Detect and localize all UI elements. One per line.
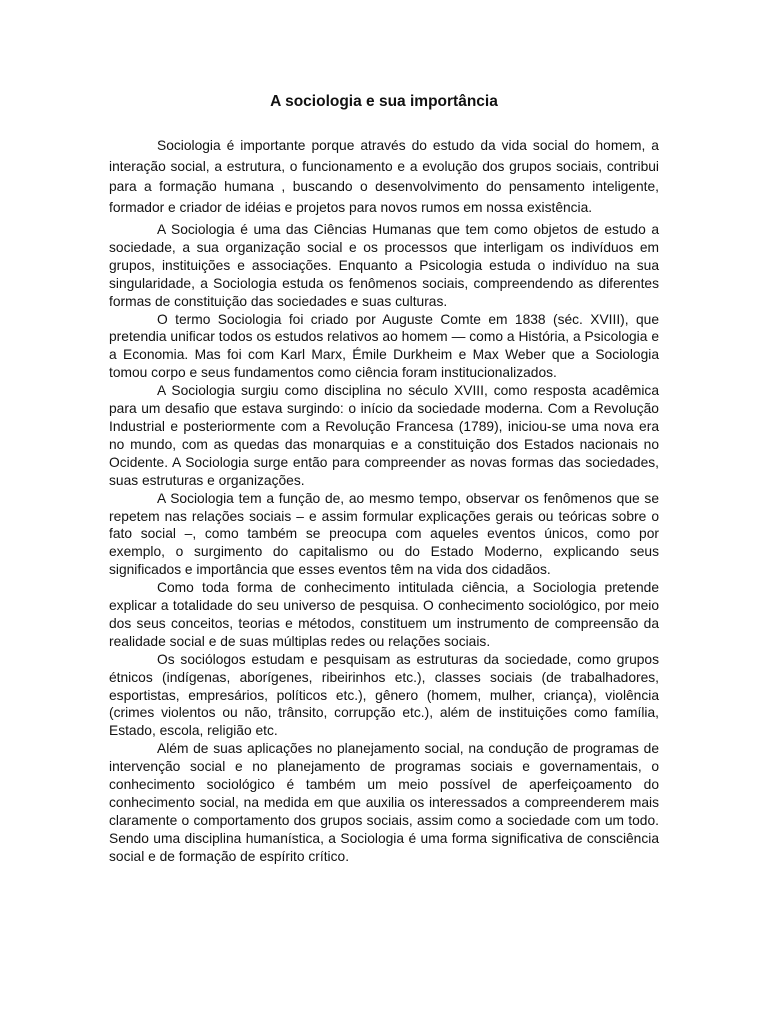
paragraph-3: O termo Sociologia foi criado por Auguste Comte em 1838 (séc. XVIII), que pretendia unificar todos os estudos relativos ao homem — como a História, a Psicologia e a Economia. Mas foi com Karl Marx, Émile Durkheim e Max Weber que a Sociologia tomou corpo e seus fundamentos como ciência foram institucionalizados. [109, 311, 659, 381]
document-page [109, 92, 659, 866]
paragraph-4: A Sociologia surgiu como disciplina no século XVIII, como resposta acadêmica para um desafio que estava surgindo: o início da sociedade moderna. Com a Revolução Industrial e posteriormente com a Revolução Francesa (1789), iniciou-se uma nova era no mundo, com as quedas das monarquias e a constituição dos Estados nacionais no Ocidente. A Sociologia surge então para compreender as novas formas das sociedades, suas estruturas e organizações. [109, 383, 659, 488]
paragraph-6: Como toda forma de conhecimento intitulada ciência, a Sociologia pretende explicar a totalidade do seu universo de pesquisa. O conhecimento sociológico, por meio dos seus conceitos, teorias e métodos, constituem um instrumento de compreensão da realidade social e de suas múltiplas redes ou relações sociais. [109, 580, 659, 649]
paragraph-5: A Sociologia tem a função de, ao mesmo tempo, observar os fenômenos que se repetem nas relações sociais – e assim formular explicações gerais ou teóricas sobre o fato social –, como também se preocupa com aqueles eventos únicos, como por exemplo, o surgimento do capitalismo ou do Estado Moderno, explicando seus significados e importância que esses eventos têm na vida dos cidadãos. [109, 490, 659, 578]
paragraph-8: Além de suas aplicações no planejamento social, na condução de programas de intervenção social e no planejamento de programas sociais e governamentais, o conhecimento sociológico é também um meio possível de aperfeiçoamento do conhecimento social, na medida em que auxilia os interessados a compreenderem mais claramente o comportamento dos grupos sociais, assim como a sociedade com um todo. Sendo uma disciplina humanística, a Sociologia é uma forma significativa de consciência social e de formação de espírito crítico. [109, 741, 659, 864]
page-title: A sociologia e sua importância [270, 93, 498, 110]
paragraph-7: Os sociólogos estudam e pesquisam as estruturas da sociedade, como grupos étnicos (indígenas, aborígenes, ribeirinhos etc.), classes sociais (de trabalhadores, esportistas, empresários, políticos etc.), gênero (homem, mulher, criança), violência (crimes violentos ou não, trânsito, corrupção etc.), além de instituições como família, Estado, escola, religião etc. [109, 651, 659, 739]
paragraph-1: Sociologia é importante porque através do estudo da vida social do homem, a interação social, a estrutura, o funcionamento e a evolução dos grupos sociais, contribui para a formação humana , buscando o desenvolvimento do pensamento inteligente, formador e criador de idéias e projetos para novos rumos em nossa existência. [109, 138, 659, 215]
paragraph-2: A Sociologia é uma das Ciências Humanas que tem como objetos de estudo a sociedade, a sua organização social e os processos que interligam os indivíduos em grupos, instituições e associações. Enquanto a Psicologia estuda o indivíduo na sua singularidade, a Sociologia estuda os fenômenos sociais, compreendendo as diferentes formas de constituição das sociedades e suas culturas. [109, 222, 659, 309]
